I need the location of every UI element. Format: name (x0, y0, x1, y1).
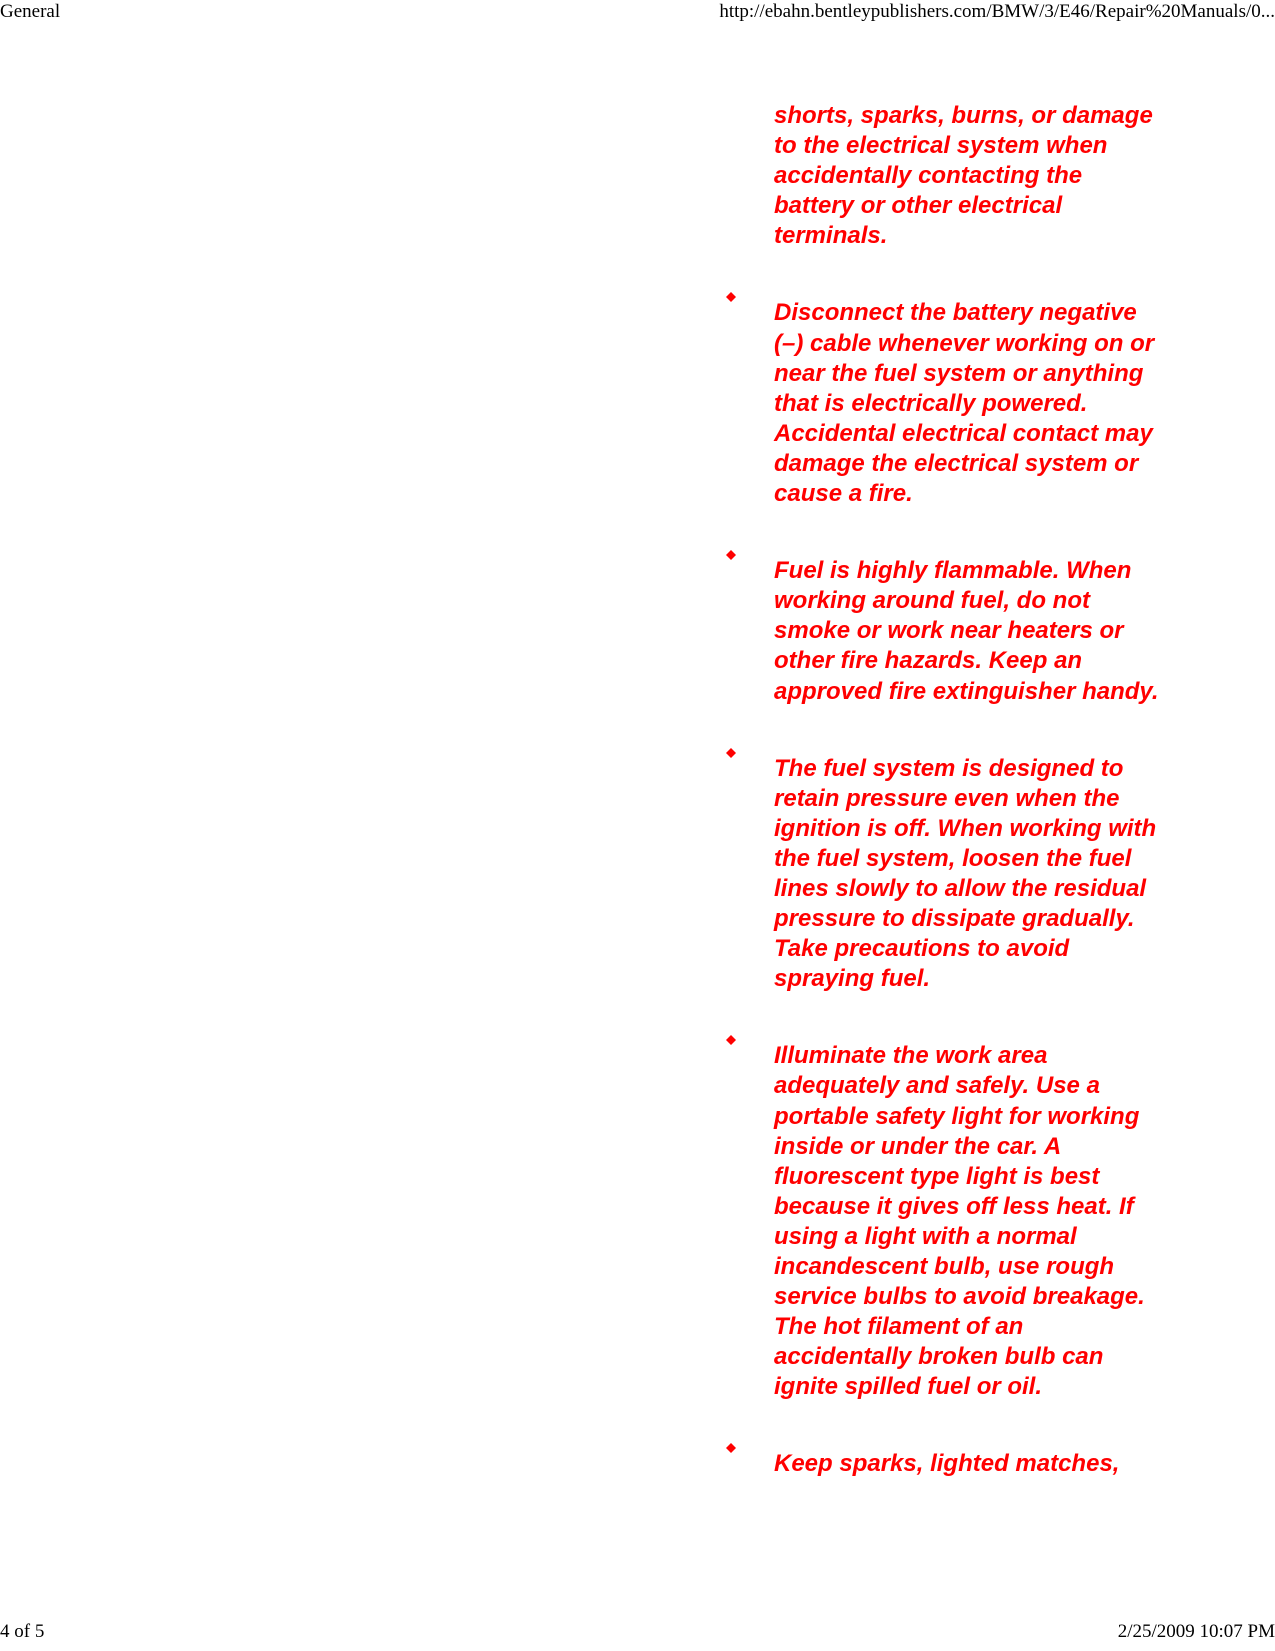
list-item-text: Illuminate the work area adequately and safely. Use a portable safety light for working inside or under the car. A fluorescent type light is best because it gives off less heat. If using a light with a normal incandescent bulb, use rough service bulbs to avoid breakage. The hot filament of an accidentally broken bulb can ignite spilled fuel or oil. (774, 1042, 1145, 1401)
list-item (730, 1449, 1160, 1479)
bullet-icon (725, 291, 737, 303)
bullet-icon (725, 549, 737, 561)
continuation-paragraph: shorts, sparks, burns, or damage to the electrical system when accidentally contacting the battery or other electrical terminals. (774, 102, 1153, 250)
page-number: 4 of 5 (0, 1621, 45, 1642)
list-item (730, 1041, 1160, 1402)
list-item-text: The fuel system is designed to retain pressure even when the ignition is off. When working with the fuel system, loosen the fuel lines slowly to allow the residual pressure to dissipate gradually. Take precautions to avoid spraying fuel. (774, 754, 1157, 993)
list-item (730, 754, 1160, 995)
page-url: http://ebahn.bentleypublishers.com/BMW/3/E46/Repair%20Manuals/0... (719, 1, 1275, 22)
page-title: General (0, 1, 61, 22)
list-item-text: Keep sparks, lighted matches, (774, 1450, 1120, 1478)
print-header (0, 0, 1275, 26)
list-item (730, 556, 1160, 706)
bullet-icon (725, 1442, 737, 1454)
list-item-text: Disconnect the battery negative (–) cable whenever working on or near the fuel system or anything that is electrically powered. Accidental electrical contact may damage the electrical system or cause a fire. (774, 299, 1155, 508)
list-item (730, 298, 1160, 509)
print-footer (0, 1620, 1275, 1646)
warning-list (730, 101, 1160, 1480)
print-timestamp: 2/25/2009 10:07 PM (1117, 1621, 1275, 1642)
list-item-text: Fuel is highly flammable. When working around fuel, do not smoke or work near heaters or other fire hazards. Keep an approved fire extinguisher handy. (774, 557, 1159, 705)
bullet-icon (725, 1034, 737, 1046)
bullet-icon (725, 747, 737, 759)
